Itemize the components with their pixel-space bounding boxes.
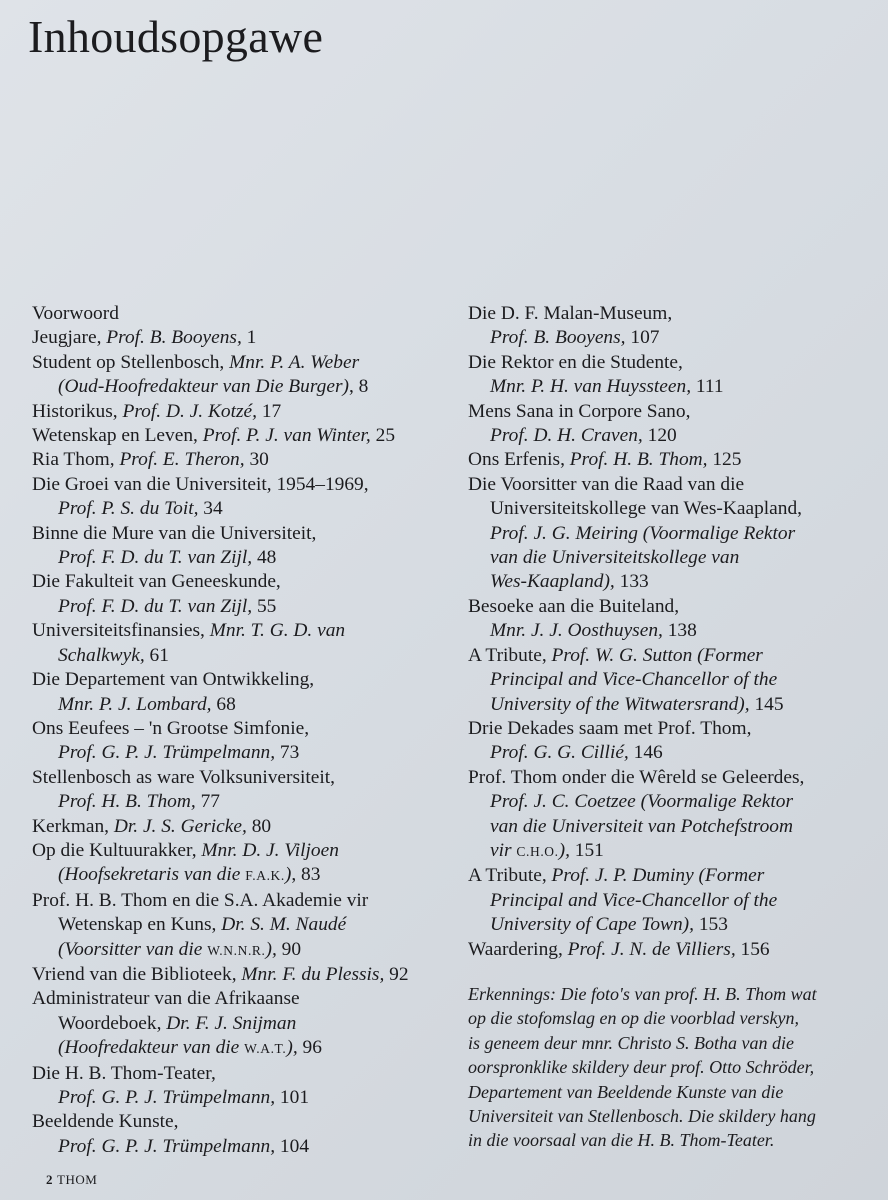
toc-entry: Op die Kultuurakker, Mnr. D. J. Viljoen (Hoofsekretaris van die F.A.K.), 83 [32,839,339,886]
running-head: THOM [57,1172,98,1187]
toc-entry: Jeugjare, Prof. B. Booyens, 1 [32,327,257,349]
acknowledgements-note: Erkennings: Die foto's van prof. H. B. Thom wat op die stofomslag en op die voorblad verskyn, is geneem deur mnr. Christo S. Botha van die oorspronklike skildery deur prof. Otto Schröder, Departement van Beeldende Kunste van die Universiteit van Stellenbosch. Die skildery hang in die voorsaal van die H. B. Thom-Teater. [468,983,817,1151]
toc-entry: Prof. Thom onder die Wêreld se Geleerdes, Prof. J. C. Coetzee (Voormalige Rektor van die Universiteit van Potchefstroom vir C.H.O.), 151 [468,766,805,861]
toc-entry: Ons Eeufees – 'n Grootse Simfonie, Prof. G. P. J. Trümpelmann, 73 [32,717,310,764]
toc-entry: Die Fakulteit van Geneeskunde, Prof. F. D. du T. van Zijl, 55 [32,571,281,617]
page-folio [46,1172,97,1188]
toc-entry: Student op Stellenbosch, Mnr. P. A. Weber (Oud-Hoofredakteur van Die Burger), 8 [32,351,369,398]
toc-entry-voorwoord: Voorwoord [32,303,119,324]
toc-entry: Universiteitsfinansies, Mnr. T. G. D. van Schalkwyk, 61 [32,620,346,666]
toc-entry: Ons Erfenis, Prof. H. B. Thom, 125 [468,449,742,471]
toc-right-column [468,302,878,1153]
toc-entry: Wetenskap en Leven, Prof. P. J. van Winter, 25 [32,425,396,447]
toc-entry: A Tribute, Prof. J. P. Duminy (Former Principal and Vice-Chancellor of the University of Cape Town), 153 [468,865,778,936]
toc-entry: A Tribute, Prof. W. G. Sutton (Former Principal and Vice-Chancellor of the University of the Witwatersrand), 145 [468,644,784,715]
toc-entry: Die Departement van Ontwikkeling, Mnr. P. J. Lombard, 68 [32,669,315,715]
toc-entry: Die Rektor en die Studente, Mnr. P. H. van Huyssteen, 111 [468,351,724,398]
toc-entry: Die Groei van die Universiteit, 1954–1969, Prof. P. S. du Toit, 34 [32,473,369,520]
toc-entry: Die Voorsitter van die Raad van die Universiteitskollege van Wes-Kaapland, Prof. J. G. Meiring (Voormalige Rektor van die Universiteitskollege van Wes-Kaapland), 133 [468,473,803,593]
toc-entry: Kerkman, Dr. J. S. Gericke, 80 [32,815,272,837]
toc-entry: Binne die Mure van die Universiteit, Prof. F. D. du T. van Zijl, 48 [32,522,317,569]
toc-entry: Prof. H. B. Thom en die S.A. Akademie vir Wetenskap en Kuns, Dr. S. M. Naudé (Voorsitter van die W.N.N.R.), 90 [32,889,369,960]
page-number: 2 [46,1172,53,1187]
toc-entry: Drie Dekades saam met Prof. Thom, Prof. G. G. Cillié, 146 [468,717,752,764]
toc-left-column [32,302,444,1159]
toc-entry: Mens Sana in Corpore Sano, Prof. D. H. Craven, 120 [468,400,691,447]
toc-entry: Die H. B. Thom-Teater, Prof. G. P. J. Trümpelmann, 101 [32,1062,310,1108]
toc-entry: Historikus, Prof. D. J. Kotzé, 17 [32,400,282,422]
toc-entry: Vriend van die Biblioteek, Mnr. F. du Plessis, 92 [32,963,409,985]
toc-entry: Ria Thom, Prof. E. Theron, 30 [32,449,269,471]
toc-entry: Beeldende Kunste, Prof. G. P. J. Trümpelmann, 104 [32,1111,310,1157]
toc-entry: Administrateur van die Afrikaanse Woordeboek, Dr. F. J. Snijman (Hoofredakteur van die W.A.T.), 96 [32,988,322,1059]
toc-entry: Stellenbosch as ware Volksuniversiteit, Prof. H. B. Thom, 77 [32,766,336,813]
page-title: Inhoudsopgawe [28,11,324,62]
toc-entry: Besoeke aan die Buiteland, Mnr. J. J. Oosthuysen, 138 [468,595,697,642]
toc-entry: Waardering, Prof. J. N. de Villiers, 156 [468,938,770,960]
toc-entry: Die D. F. Malan-Museum, Prof. B. Booyens, 107 [468,303,673,349]
